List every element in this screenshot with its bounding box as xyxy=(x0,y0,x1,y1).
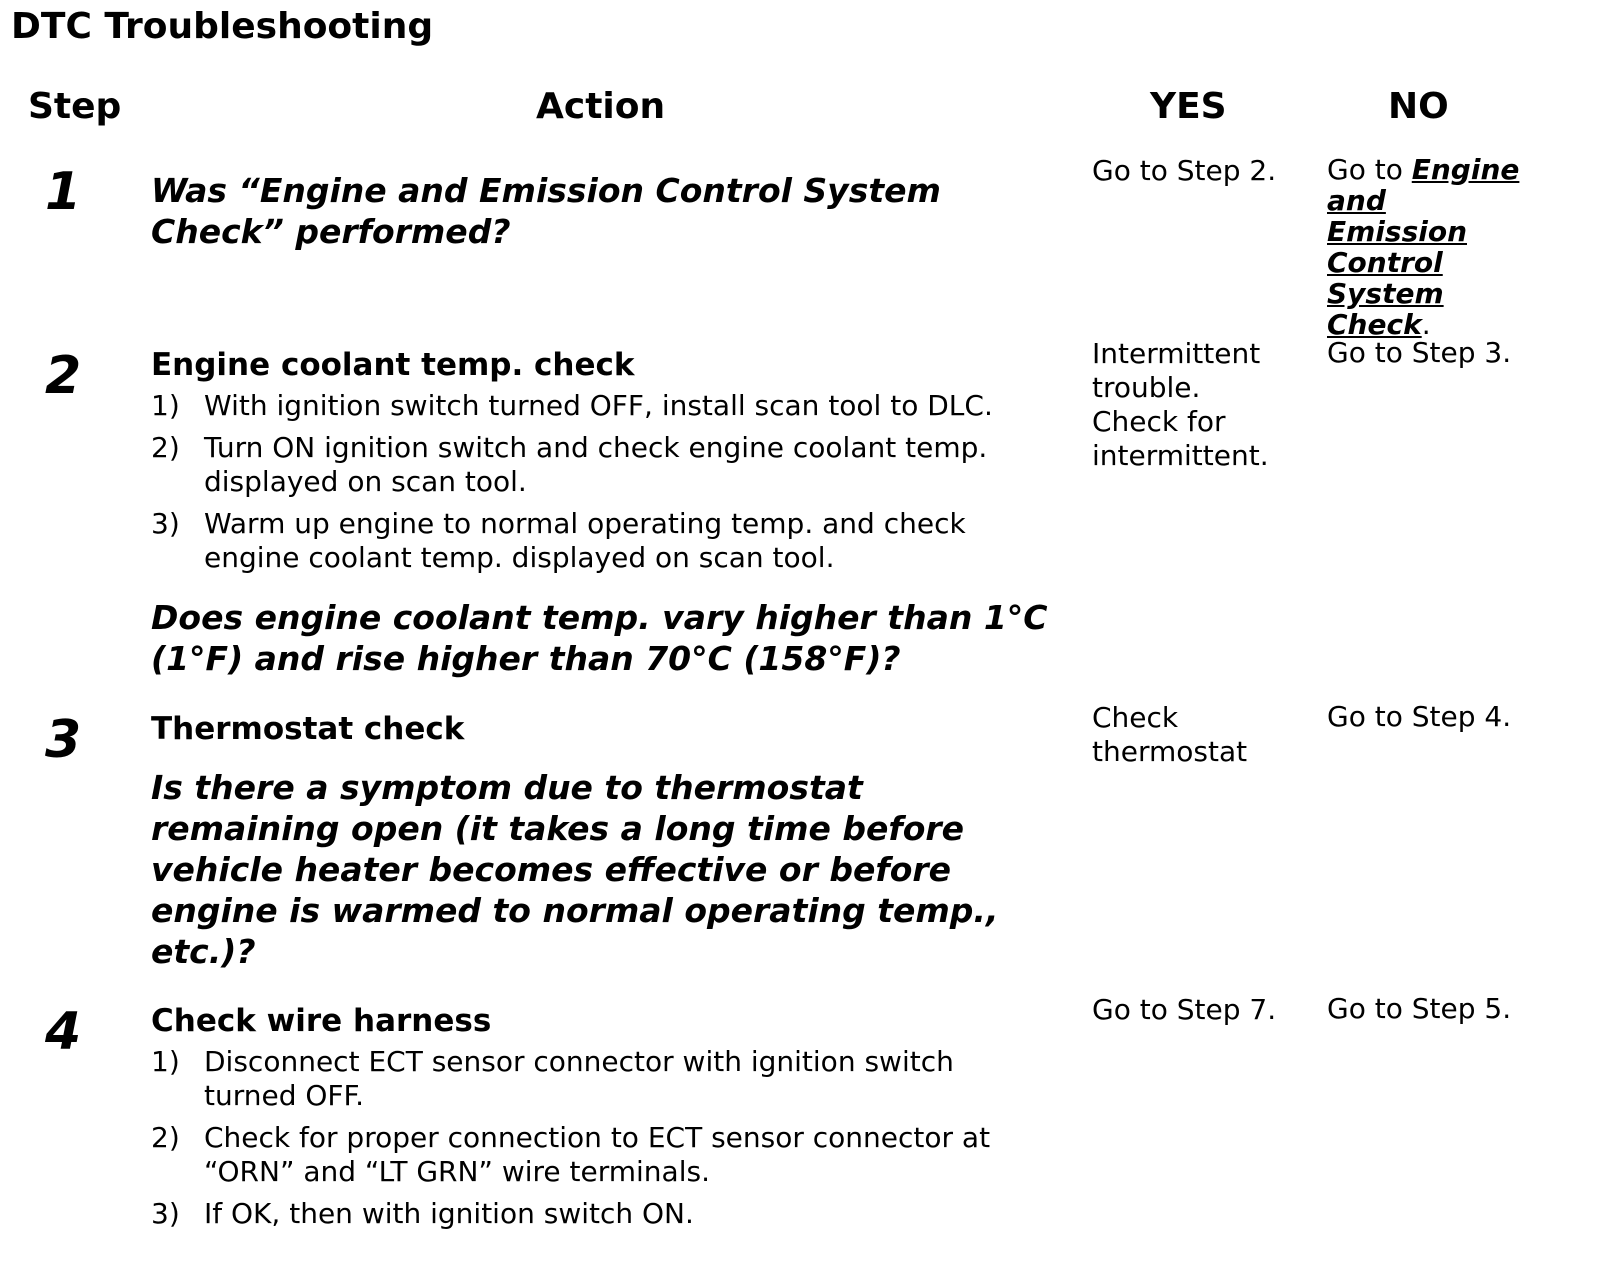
list-item xyxy=(151,389,1051,423)
no-cell: Go to Step 5. xyxy=(1327,992,1512,1025)
step-question: Is there a symptom due to thermostat remaining open (it takes a long time before vehicle heater becomes effective or before engine is warmed to normal operating temp., etc.)? xyxy=(151,768,999,971)
list-item-number: 1) xyxy=(151,1045,180,1078)
no-cell-suffix: . xyxy=(1421,308,1431,341)
column-header-yes: YES xyxy=(1150,86,1227,127)
no-cell: Go to Step 4. xyxy=(1327,700,1512,733)
list-item-text: Turn ON ignition switch and check engine coolant temp. displayed on scan tool. xyxy=(204,431,988,498)
instruction-list xyxy=(151,1045,1031,1231)
list-item-number: 3) xyxy=(151,1197,180,1230)
no-cell: Go to Step 3. xyxy=(1327,336,1512,369)
list-item-text: With ignition switch turned OFF, install scan tool to DLC. xyxy=(204,389,993,422)
step-question: Was “Engine and Emission Control System Check” performed? xyxy=(151,171,941,251)
list-item xyxy=(151,1121,1031,1189)
step-question: Does engine coolant temp. vary higher than 1°C (1°F) and rise higher than 70°C (158°F)? xyxy=(151,598,1048,678)
list-item xyxy=(151,431,1051,499)
step-title: Thermostat check xyxy=(151,711,465,747)
column-header-no: NO xyxy=(1388,86,1449,127)
list-item-number: 2) xyxy=(151,1121,180,1154)
column-header-step: Step xyxy=(28,86,122,127)
action-cell xyxy=(151,1003,1031,1239)
step-number: 3 xyxy=(45,710,82,770)
step-title: Check wire harness xyxy=(151,1003,492,1039)
list-item-text: If OK, then with ignition switch ON. xyxy=(204,1197,694,1230)
list-item xyxy=(151,1045,1031,1113)
action-cell xyxy=(151,170,1031,252)
yes-cell: Intermittent trouble. Check for intermittent. xyxy=(1092,337,1269,472)
list-item xyxy=(151,1197,1031,1231)
instruction-list xyxy=(151,389,1051,575)
list-item xyxy=(151,507,1051,575)
no-cell-prefix: Go to xyxy=(1327,153,1412,186)
page-title: DTC Troubleshooting xyxy=(11,6,434,47)
list-item-number: 3) xyxy=(151,507,180,540)
action-cell xyxy=(151,711,1031,972)
yes-cell: Go to Step 2. xyxy=(1092,154,1277,187)
list-item-number: 2) xyxy=(151,431,180,464)
engine-emission-check-link[interactable]: Engine and Emission Control System Check xyxy=(1327,153,1520,341)
step-number: 4 xyxy=(45,1002,82,1062)
step-title: Engine coolant temp. check xyxy=(151,347,635,383)
yes-cell: Go to Step 7. xyxy=(1092,993,1277,1026)
action-cell xyxy=(151,347,1051,679)
column-header-action: Action xyxy=(536,86,666,127)
list-item-text: Check for proper connection to ECT sensor connector at “ORN” and “LT GRN” wire terminals. xyxy=(204,1121,991,1188)
list-item-text: Warm up engine to normal operating temp. and check engine coolant temp. displayed on scan tool. xyxy=(204,507,966,574)
yes-cell: Check thermostat xyxy=(1092,701,1248,768)
list-item-number: 1) xyxy=(151,389,180,422)
step-number: 1 xyxy=(45,162,82,222)
no-cell xyxy=(1327,154,1527,340)
list-item-text: Disconnect ECT sensor connector with ignition switch turned OFF. xyxy=(204,1045,954,1112)
step-number: 2 xyxy=(45,346,82,406)
